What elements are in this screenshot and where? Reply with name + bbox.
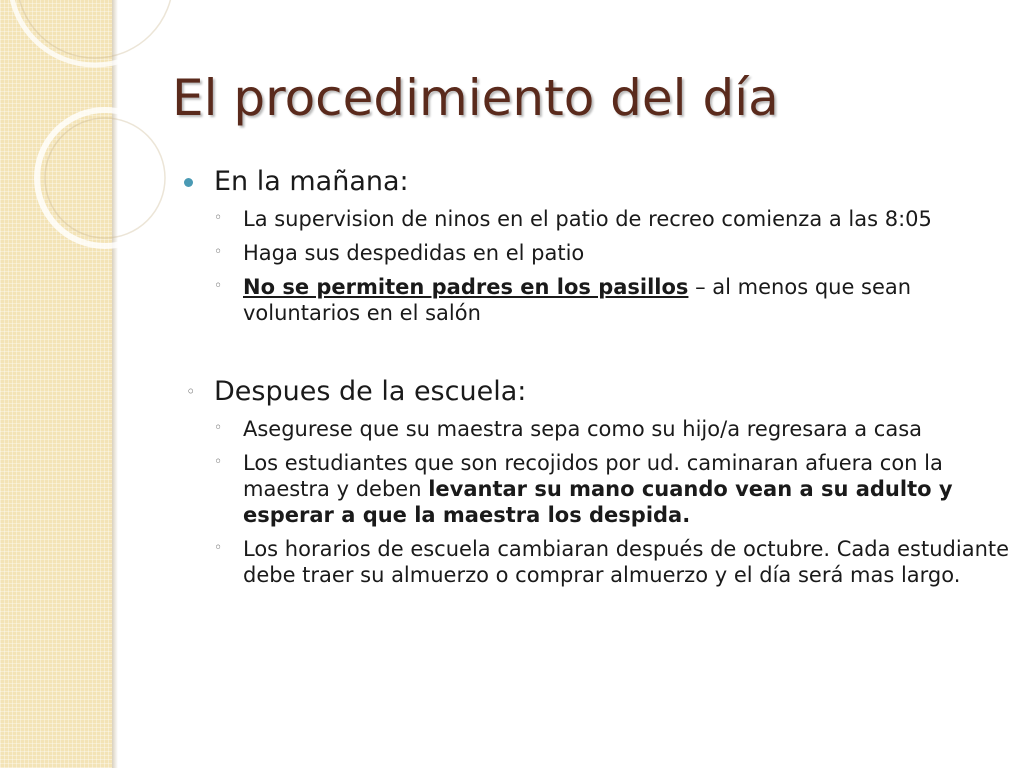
section-heading-after-school [180,372,1010,412]
list-item [180,416,1010,442]
list-item [180,240,1010,266]
emphasized-instruction-text: levantar su mano cuando vean a su adulto y esperar a que la maestra los despida. [243,477,953,527]
ring-bullet-icon: ◦ [214,278,223,294]
list-item-text: La supervision de ninos en el patio de recreo comienza a las 8:05 [243,207,932,231]
after-school-items [180,416,1010,588]
list-item-text: Los estudiantes que son recojidos por ud. caminaran afuera con la maestra y deben [243,451,943,501]
ring-bullet-icon: ◦ [186,382,196,401]
ring-bullet-icon: ◦ [214,420,223,436]
ring-bullet-icon: ◦ [214,540,223,556]
decorative-ring-top [10,0,180,65]
decorative-ring-top-inner [17,0,173,58]
decorative-ring-middle [37,110,173,246]
list-item [180,450,1010,528]
list-item-text: – al menos que sean voluntarios en el salón [243,275,912,325]
ring-bullet-icon: ◦ [214,244,223,260]
list-item [180,536,1010,588]
decorative-ring-middle-inner [45,118,165,238]
section-heading-text: Despues de la escuela: [214,376,527,407]
filled-bullet-icon [184,178,193,187]
section-heading-text: En la mañana: [214,166,409,197]
ring-bullet-icon: ◦ [214,210,223,226]
list-item-text: Asegurese que su maestra sepa como su hijo/a regresara a casa [243,417,923,441]
decorative-rings [0,0,180,300]
section-heading-morning [180,162,1010,202]
emphasized-rule-text: No se permiten padres en los pasillos [243,275,689,299]
slide-title: El procedimiento del día [172,69,779,127]
morning-items [180,206,1010,326]
section-spacer [180,334,1010,372]
slide-content [180,162,1010,596]
list-item [180,274,1010,326]
list-item [180,206,1010,232]
list-item-text: Haga sus despedidas en el patio [243,241,585,265]
ring-bullet-icon: ◦ [214,454,223,470]
list-item-text: Los horarios de escuela cambiaran después de octubre. Cada estudiante debe traer su almuerzo o comprar almuerzo y el día será mas largo. [243,537,1010,587]
